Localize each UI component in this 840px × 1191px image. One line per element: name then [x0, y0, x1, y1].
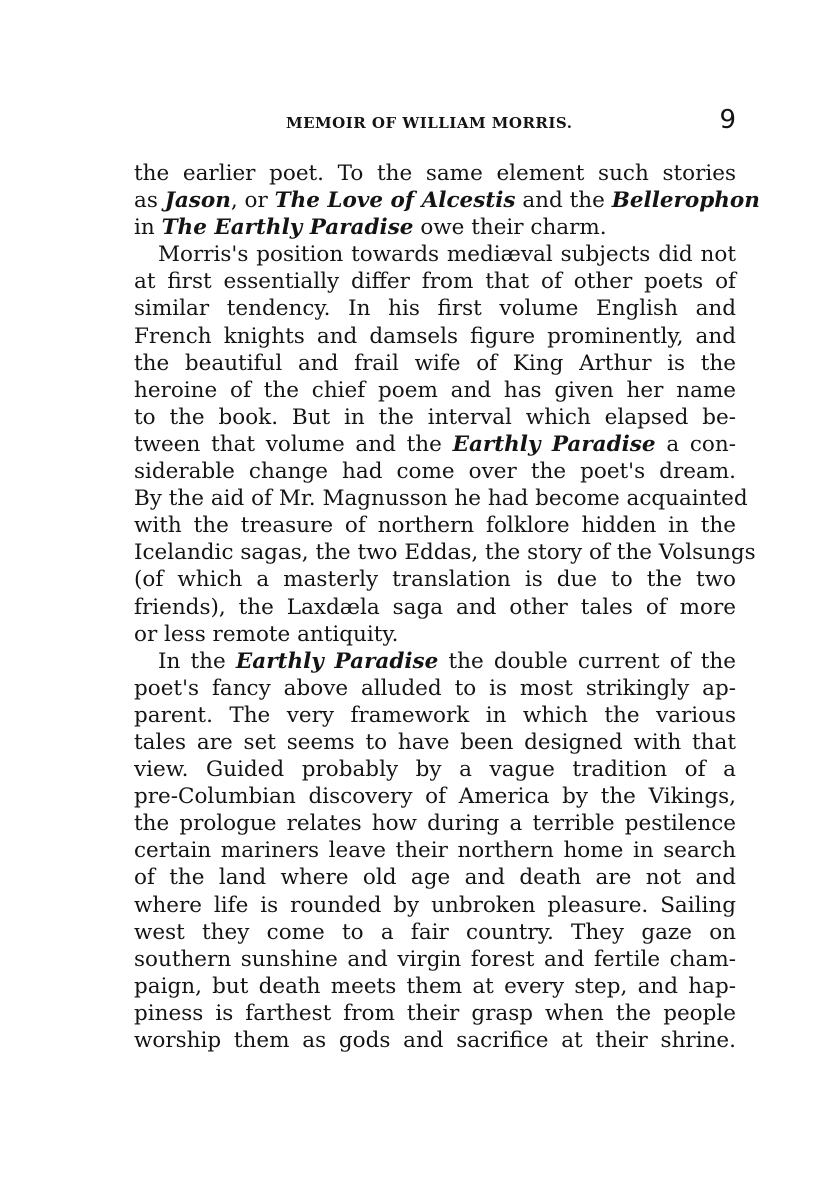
text-segment: tween that volume and the — [134, 431, 453, 457]
text-segment: and the — [515, 188, 612, 214]
text-line: parent. The very framework in which the various — [134, 702, 736, 728]
text-segment: In the — [158, 648, 236, 674]
text-line: friends), the Laxdæla saga and other tales of more — [134, 594, 736, 620]
text-line: By the aid of Mr. Magnusson he had become acquainted — [134, 486, 748, 512]
text-line — [134, 187, 760, 214]
text-line: where life is rounded by unbroken pleasure. Sailing — [134, 892, 736, 918]
text-segment: as — [134, 188, 165, 214]
text-line: west they come to a fair country. They gaze on — [134, 919, 736, 945]
italic-title: The Love of Alcestis — [274, 188, 516, 214]
text-segment: in — [134, 215, 162, 241]
text-line: similar tendency. In his first volume English and — [134, 296, 736, 322]
italic-title: Jason — [164, 188, 231, 214]
text-line: pre-Columbian discovery of America by the Vikings, — [134, 784, 736, 810]
body-text — [134, 160, 760, 1054]
page-number: 9 — [719, 105, 736, 135]
text-line: the prologue relates how during a terrible pestilence — [134, 811, 736, 837]
text-line: with the treasure of northern folklore hidden in the — [134, 513, 736, 539]
italic-title: Earthly Paradise — [452, 431, 656, 457]
text-line: worship them as gods and sacrifice at their shrine. — [134, 1028, 736, 1053]
text-line — [134, 648, 736, 675]
text-segment: owe their charm. — [413, 215, 607, 241]
page-header — [134, 105, 736, 142]
text-segment: the double current of the — [438, 648, 737, 674]
text-line: (of which a masterly translation is due to the two — [134, 567, 736, 593]
text-line: to the book. But in the interval which elapsed be- — [134, 404, 736, 430]
text-line: of the land where old age and death are not and — [134, 865, 736, 891]
text-line: poet's fancy above alluded to is most strikingly ap- — [134, 675, 736, 701]
text-line: view. Guided probably by a vague tradition of a — [134, 757, 736, 783]
text-line: siderable change had come over the poet's dream. — [134, 459, 736, 485]
text-line: piness is farthest from their grasp when the people — [134, 1000, 736, 1026]
italic-title: Earthly Paradise — [235, 648, 439, 674]
text-line: Morris's position towards mediæval subjects did not — [158, 242, 736, 268]
text-line: the earlier poet. To the same element such stories — [134, 161, 736, 186]
text-segment: a con- — [655, 431, 736, 457]
text-line: at first essentially differ from that of other poets of — [134, 269, 736, 295]
text-line: southern sunshine and virgin forest and fertile cham- — [134, 946, 736, 972]
italic-title: Bellerophon — [611, 188, 760, 214]
text-line: Icelandic sagas, the two Eddas, the story of the Volsungs — [134, 540, 756, 566]
text-line: tales are set seems to have been designed with that — [134, 729, 736, 755]
text-line — [134, 431, 736, 458]
italic-title: The Earthly Paradise — [161, 215, 414, 241]
text-line: certain mariners leave their northern home in search — [134, 838, 736, 864]
text-line: French knights and damsels figure prominently, and — [134, 323, 736, 349]
text-line: heroine of the chief poem and has given her name — [134, 377, 736, 403]
text-line — [134, 214, 736, 241]
text-line: paign, but death meets them at every step, and hap- — [134, 973, 736, 999]
text-line: or less remote antiquity. — [134, 621, 399, 647]
running-head: MEMOIR OF WILLIAM MORRIS. — [286, 114, 573, 132]
text-line: the beautiful and frail wife of King Arthur is the — [134, 350, 736, 376]
text-segment: , or — [230, 188, 275, 214]
